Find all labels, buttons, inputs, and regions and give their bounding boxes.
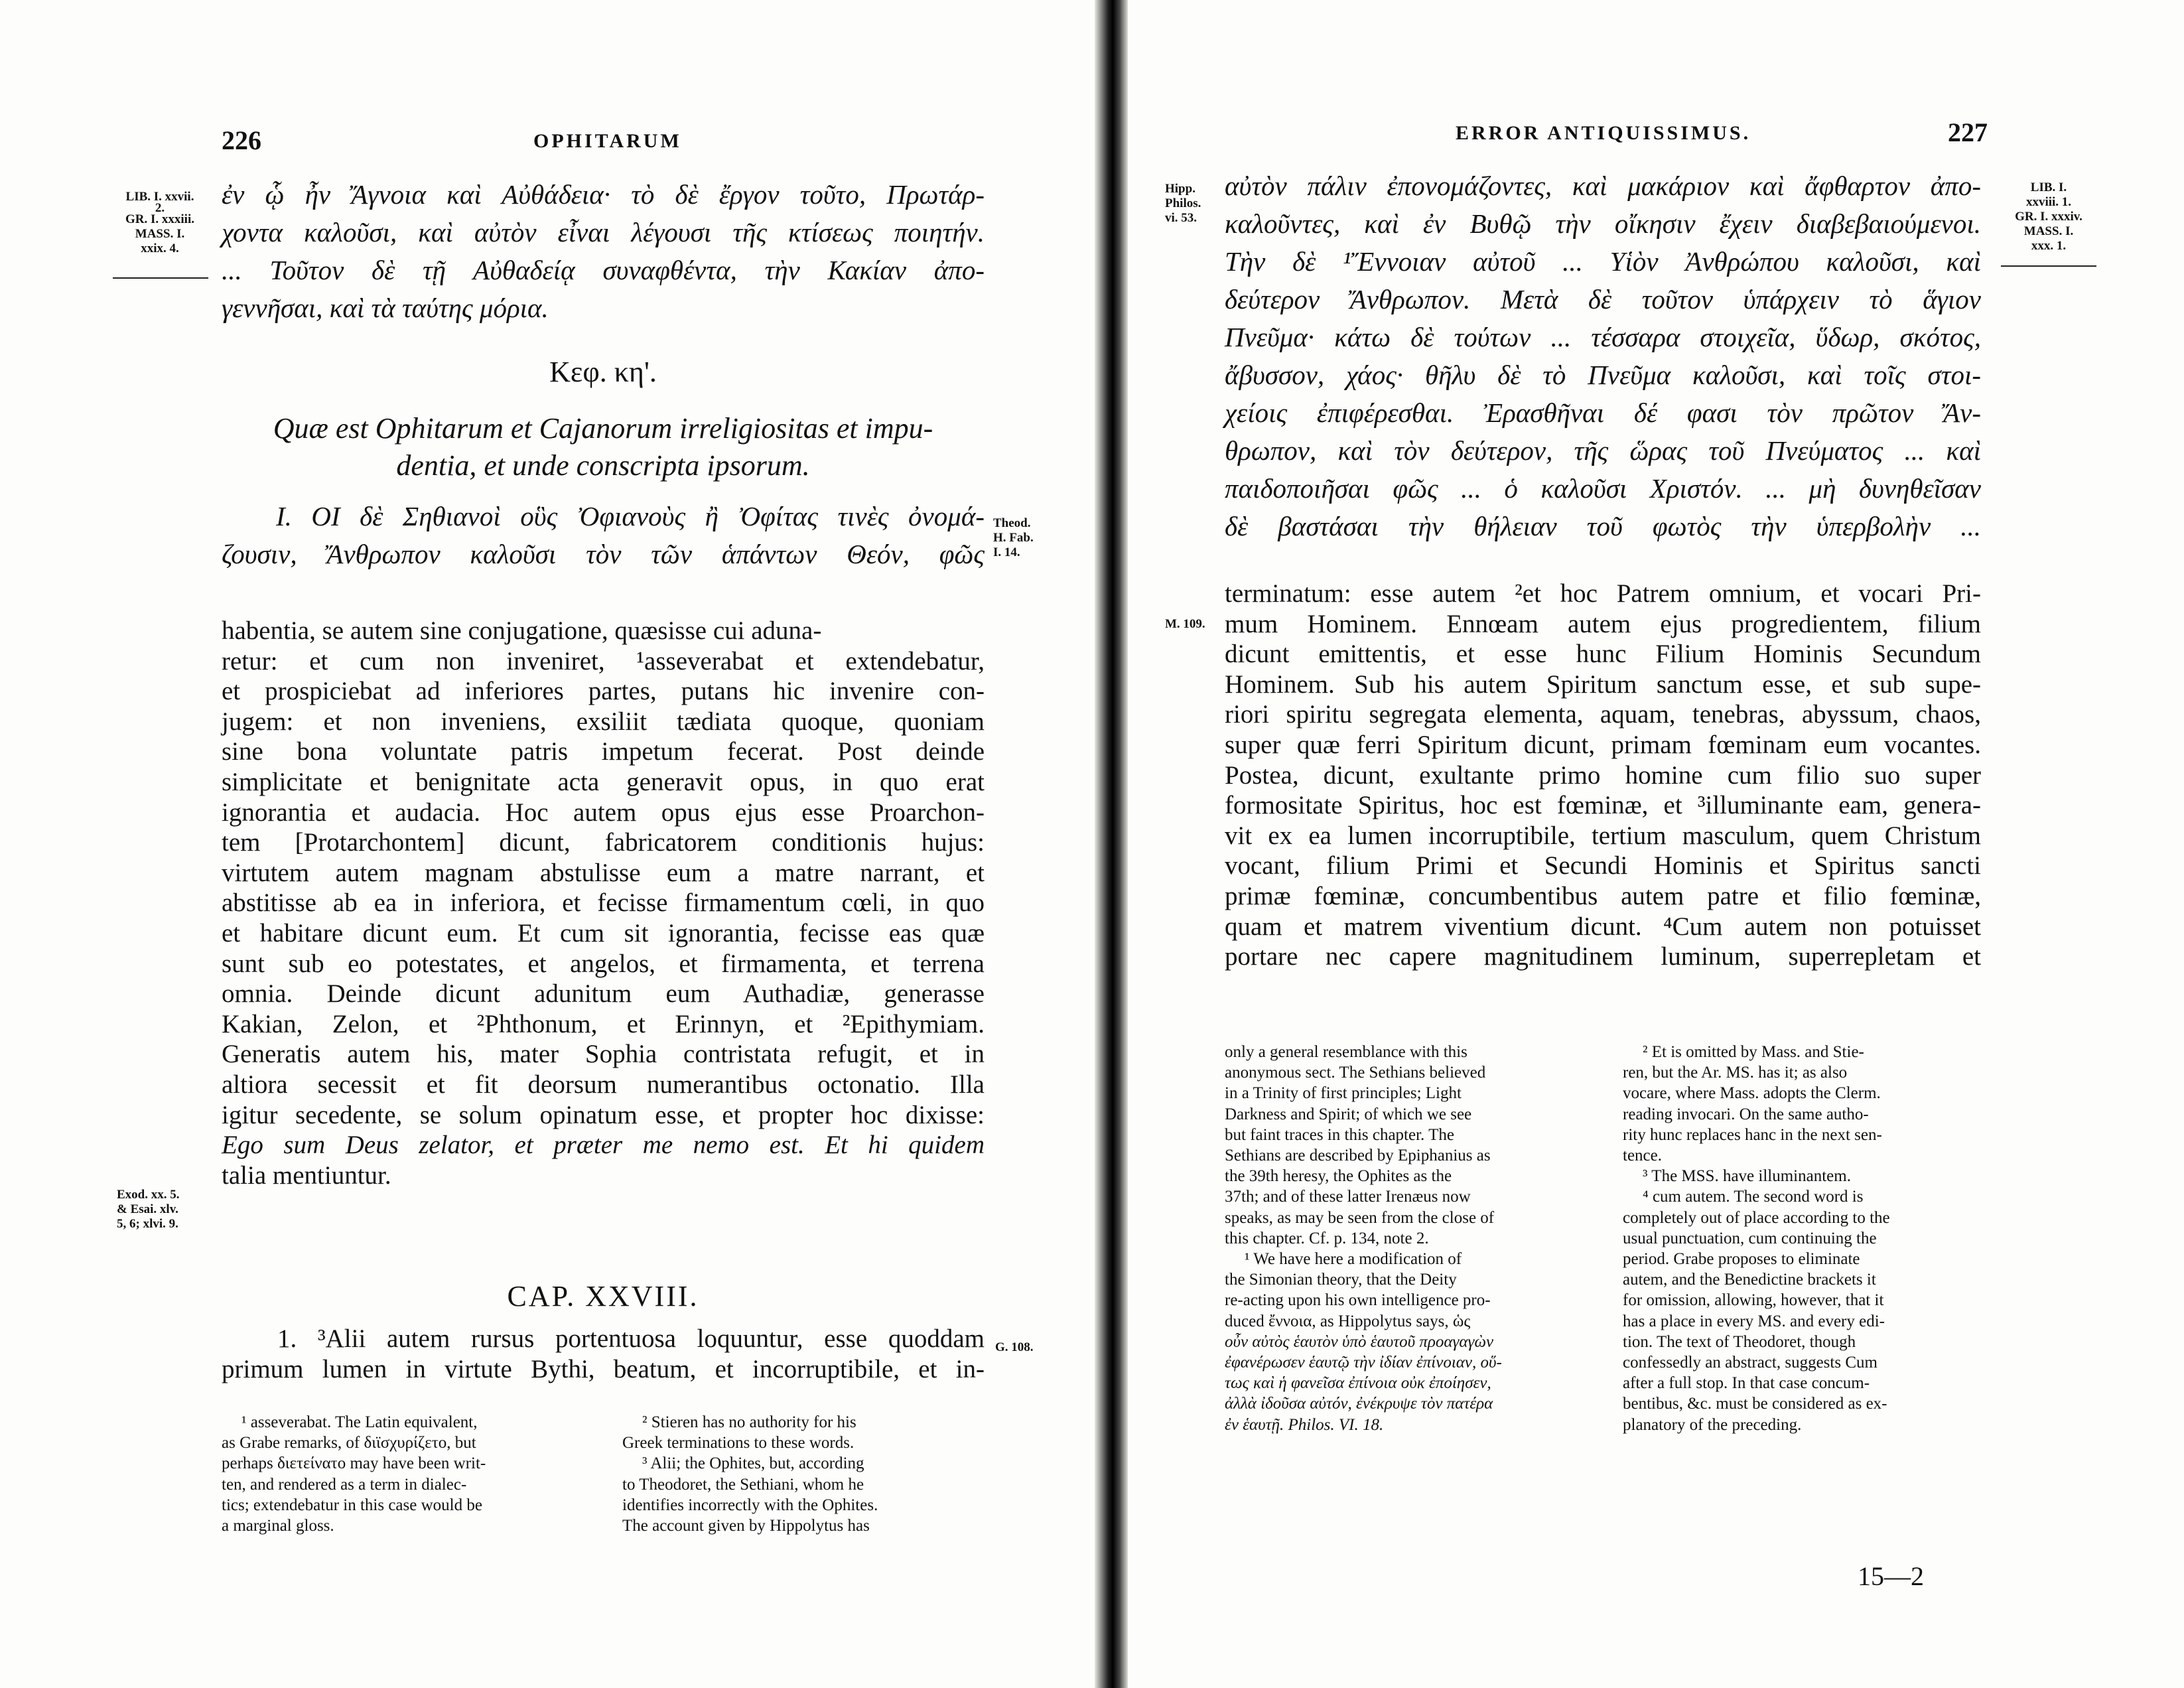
greek-line: ἐν ᾧ ἦν Ἄγνοια καὶ Αὐθάδεια· τὸ δὲ ἔργον τοῦτο, Πρωτάρ- bbox=[222, 179, 985, 210]
greek-line: παιδοποιῆσαι φῶς ... ὁ καλοῦσι Χριστόν. ... μὴ δυνηθεῖσαν bbox=[1225, 473, 1981, 504]
latin-line: mum Hominem. Ennœam autem ejus progredientem, filium bbox=[1225, 609, 1981, 638]
greek-line: αὐτὸν πάλιν ἐπονομάζοντες, καὶ μακάριον καὶ ἄφθαρτον ἀπο- bbox=[1225, 171, 1981, 201]
latin-line: Ego sum Deus zelator, et præter me nemo est. Et hi quidem bbox=[222, 1131, 985, 1160]
latin-line: primæ fœminæ, concumbentibus autem patre et filio fœminæ, bbox=[1225, 881, 1981, 910]
greek-line: ... Τοῦτον δὲ τῇ Αὐθαδείᾳ συναφθέντα, τὴν Κακίαν ἀπο- bbox=[222, 255, 985, 285]
greek-line: Τὴν δὲ ¹Ἔννοιαν αὐτοῦ ... Υἱὸν Ἀνθρώπου καλοῦσι, καὶ bbox=[1225, 246, 1981, 277]
greek-line: ἄβυσσον, χάος· θῆλυ δὲ τὸ Πνεῦμα καλοῦσι, καὶ τοῖς στοι- bbox=[1225, 360, 1981, 390]
margin-ref-lib: LIB. I. xxvii. 2. GR. I. xxxiii. MASS. I. xxix. 4. bbox=[125, 190, 194, 255]
margin-ref-hipp: Hipp. Philos. vi. 53. bbox=[1165, 182, 1201, 225]
running-head-left: OPHITARUM bbox=[533, 130, 682, 152]
cap-heading: CAP. XXVIII. bbox=[507, 1280, 699, 1312]
latin-line: sine bona voluntate patris impetum fecerat. Post deinde bbox=[222, 737, 985, 766]
latin-line: dicunt emittentis, et esse hunc Filium Hominis Secundum bbox=[1225, 640, 1981, 669]
latin-line: et prospiciebat ad inferiores partes, putans hic invenire con- bbox=[222, 677, 985, 706]
footnotes-right-col2: ² Et is omitted by Mass. and Stie- ren, but the Ar. MS. has it; as also vocare, where Mass. adopts the Clerm. reading invocari. On the same autho- rity hunc replaces hanc in the next sen- tence. ³ The MSS. have illuminantem. ⁴ cum autem. The second word is completely out of place according to the usual punctuation, cum continuing the period. Grabe proposes to eliminate autem, and the Benedictine brackets it for omission, allowing, however, that it has a place in every MS. and every edi- tion. The text of Theodoret, though confessedly an abstract, suggests Cum after a full stop. In that case concum- bentibus, &c. must be considered as ex- planatory of the preceding. bbox=[1623, 1043, 1890, 1434]
margin-ref-exod: Exod. xx. 5. & Esai. xlv. 5, 6; xlvi. 9. bbox=[117, 1188, 180, 1231]
latin-line: Hominem. Sub his autem Spiritum sanctum esse, et sub supe- bbox=[1225, 669, 1981, 699]
greek-line: I. ΟΙ δὲ Σηθιανοὶ οὓς Ὀφιανοὺς ἢ Ὀφίτας τινὲς ὀνομά- bbox=[276, 501, 985, 531]
margin-ref-g: G. 108. bbox=[995, 1340, 1034, 1354]
greek-top-block bbox=[222, 176, 985, 327]
chapter-heading-greek: Κεφ. κη'. bbox=[549, 356, 657, 388]
latin-line: vit ex ea lumen incorruptibile, tertium masculum, quem Christum bbox=[1225, 821, 1981, 850]
latin-line: sunt sub eo potestates, et angelos, et firmamenta, et terrena bbox=[222, 949, 985, 978]
greek-line: χείοις ἐπιφέρεσθαι. Ἐρασθῆναι δέ φασι τὸν πρῶτον Ἄν- bbox=[1225, 397, 1981, 428]
greek-line: θρωπον, καὶ τὸν δεύτερον, τῆς ὥρας τοῦ Πνεύματος ... καὶ bbox=[1225, 435, 1981, 466]
latin-line: ignorantia et audacia. Hoc autem opus ejus esse Proarchon- bbox=[222, 798, 985, 827]
footnotes-left-col2: ² Stieren has no authority for his Greek terminations to these words. ³ Alii; the Ophites, but, according to Theodoret, the Sethiani, whom he identifies incorrectly with the Ophites. The account given by Hippolytus has bbox=[622, 1413, 878, 1535]
latin-line: virtutem autem magnam abstulisse eum a matre narrant, et bbox=[222, 858, 985, 887]
greek-line: Πνεῦμα· κάτω δὲ τούτων ... τέσσαρα στοιχεῖα, ὕδωρ, σκότος, bbox=[1225, 322, 1981, 352]
latin-line: 1. ³Alii autem rursus portentuosa loquuntur, esse quoddam bbox=[277, 1324, 985, 1353]
cap-text bbox=[222, 1324, 985, 1384]
greek-line: χοντα καλοῦσι, καὶ αὐτὸν εἶναι λέγουσι τῆς κτίσεως ποιητήν. bbox=[222, 217, 985, 247]
latin-line: Generatis autem his, mater Sophia contristata refugit, et in bbox=[222, 1040, 985, 1069]
latin-line: tem [Protarchontem] dicunt, fabricatorem conditionis hujus: bbox=[222, 828, 985, 857]
margin-ref-lib-right: LIB. I. xxviii. 1. GR. I. xxxiv. MASS. I. xxx. 1. bbox=[2015, 180, 2082, 253]
greek-line: δεύτερον Ἄνθρωπον. Μετὰ δὲ τοῦτον ὑπάρχειν τὸ ἅγιον bbox=[1225, 284, 1981, 315]
latin-line: talia mentiuntur. bbox=[222, 1160, 391, 1190]
margin-rule bbox=[113, 277, 208, 279]
footnotes-right-col1: only a general resemblance with this anonymous sect. The Sethians believed in a Trinity of first principles; Light Darkness and Spirit; of which we see but faint traces in this chapter. The Sethians are described by Epiphanius as the 39th heresy, the Ophites as the 37th; and of these latter Irenæus now speaks, as may be seen from the close of this chapter. Cf. p. 134, note 2. ¹ We have here a modification of the Simonian theory, that the Deity re-acting upon his own intelligence pro- duced ἔννοια, as Hippolytus says, ὡς οὖν αὐτὸς ἑαυτὸν ὑπὸ ἑαυτοῦ προαγαγὼν ἐφανέρωσεν ἑαυτῷ τὴν ἰδίαν ἐπίνοιαν, οὕ- τως καὶ ἡ φανεῖσα ἐπίνοια οὐκ ἐποίησεν, ἀλλὰ ἰδοῦσα αὐτόν, ἐνέκρυψε τὸν πατέρα ἐν ἑαυτῇ. Philos. VI. 18. bbox=[1225, 1043, 1502, 1434]
footnotes-left-col1: ¹ asseverabat. The Latin equivalent, as Grabe remarks, of διϊσχυρίζετο, but perhaps διετείνατο may have been writ- ten, and rendered as a term in dialec- tics; extendebatur in this case would be a marginal gloss. bbox=[222, 1413, 486, 1535]
latin-line: abstitisse ab ea in inferiora, et fecisse firmamentum cœli, in quo bbox=[222, 888, 985, 918]
latin-line: Kakian, Zelon, et ²Phthonum, et Erinnyn, et ²Epithymiam. bbox=[222, 1009, 985, 1038]
greek-line: καλοῦντες, καὶ ἐν Βυθῷ τὴν οἴκησιν ἔχειν διαβεβαιούμενοι. bbox=[1225, 208, 1981, 239]
margin-rule-right bbox=[2001, 265, 2096, 267]
latin-line: quam et matrem viventium dicunt. ⁴Cum autem non potuisset bbox=[1225, 912, 1981, 941]
signature-mark: 15—2 bbox=[1858, 1561, 1924, 1591]
latin-line: simplicitate et benignitate acta generavit opus, in quo erat bbox=[222, 767, 985, 796]
greek-line: ζουσιν, Ἄνθρωπον καλοῦσι τὸν τῶν ἁπάντων Θεόν, φῶς bbox=[222, 539, 985, 569]
latin-line: portare nec capere magnitudinem luminum, superrepletam et bbox=[1225, 942, 1981, 971]
latin-block-right bbox=[1225, 579, 1981, 972]
latin-line: habentia, se autem sine conjugatione, quæsisse cui aduna- bbox=[222, 616, 822, 645]
book-gutter bbox=[1095, 0, 1128, 1688]
margin-ref-theod: Theod. H. Fab. I. 14. bbox=[993, 516, 1034, 559]
chapter-subtitle: Quæ est Ophitarum et Cajanorum irreligiositas et impu- dentia, et unde conscripta ipsorum. bbox=[273, 412, 933, 482]
latin-line: Postea, dicunt, exultante primo homine cum filio suo super bbox=[1225, 760, 1981, 790]
greek-block-right bbox=[1225, 167, 1981, 545]
latin-line: altiora secessit et fit deorsum numerantibus octonatio. Illa bbox=[222, 1070, 985, 1099]
latin-line: primum lumen in virtute Bythi, beatum, et incorruptibile, et in- bbox=[222, 1354, 985, 1383]
page-number-227: 227 bbox=[1948, 117, 1988, 147]
latin-line: vocant, filium Primi et Secundi Hominis et Spiritus sancti bbox=[1225, 851, 1981, 880]
margin-ref-m: M. 109. bbox=[1165, 617, 1205, 631]
running-head-right: ERROR ANTIQUISSIMUS. bbox=[1456, 122, 1751, 144]
latin-line: riori spiritu segregata elementa, aquam, tenebras, abyssum, chaos, bbox=[1225, 700, 1981, 729]
latin-line: omnia. Deinde dicunt adunitum eum Authadiæ, generasse bbox=[222, 979, 985, 1009]
latin-line: retur: et cum non inveniret, ¹asseverabat et extendebatur, bbox=[222, 646, 985, 675]
latin-line: jugem: et non inveniens, exsiliit tædiata quoque, quoniam bbox=[222, 707, 985, 736]
latin-line: terminatum: esse autem ²et hoc Patrem omnium, et vocari Pri- bbox=[1225, 579, 1981, 608]
latin-line: igitur secedente, se solum opinatum esse, et propter hoc dixisse: bbox=[222, 1100, 985, 1129]
latin-line: formositate Spiritus, hoc est fœminæ, et ³illuminante eam, genera- bbox=[1225, 791, 1981, 820]
greek-paragraph bbox=[222, 498, 985, 573]
greek-line: γεννῆσαι, καὶ τὰ ταύτης μόρια. bbox=[222, 293, 549, 323]
page-number-226: 226 bbox=[222, 125, 261, 155]
right-page bbox=[1128, 0, 2184, 1688]
latin-line: et habitare dicunt eum. Et cum sit ignorantia, fecisse eas quæ bbox=[222, 918, 985, 948]
greek-line: δὲ βαστάσαι τὴν θήλειαν τοῦ φωτὸς τὴν ὑπερβολὴν ... bbox=[1225, 511, 1981, 541]
latin-line: super quæ ferri Spiritum dicunt, primam fœminam eum vocantes. bbox=[1225, 730, 1981, 759]
latin-text-block bbox=[222, 616, 985, 1190]
